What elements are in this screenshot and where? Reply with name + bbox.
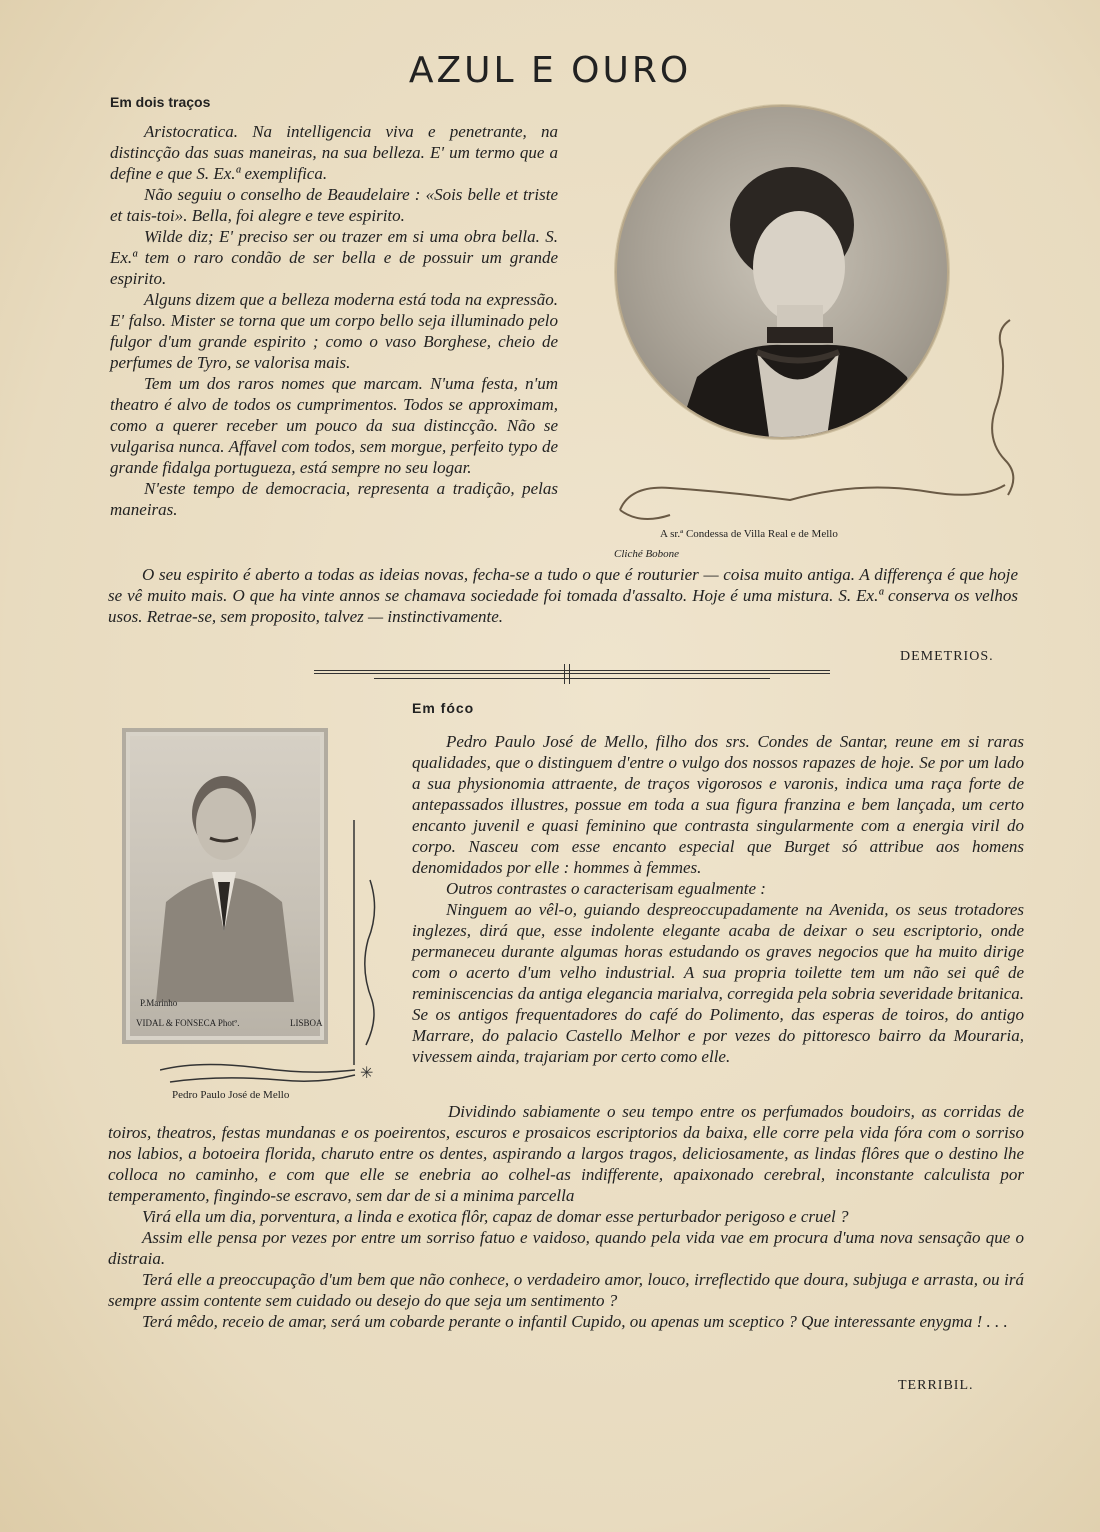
paragraph: Terá elle a preoccupação d'um bem que não conhece, o verdadeiro amor, louco, irreflectido que doura, subjuga e arrasta, ou irá sempre assim contente sem cuidado ou desejo do que seja um sentimento ? [108,1270,1024,1310]
section1-fullwidth-text [108,564,1018,627]
paragraph: Ninguem ao vêl-o, guiando despreoccupadamente na Avenida, os seus trotadores inglezes, dirá que, esse indolente elegante acaba de deixar o seu escriptorio, onde permaneceu durante algumas horas estudando os graves negocios que ha muito dirige com o acerto d'um velho industrial. A sua propria toilette tem um não sei quê de reminiscencias da antiga elegancia marialva, corregida pela sobria severidade britanica. Se os antigos frequentadores do café do Polimento, das esperas de toiros, do antigo Marrare, do palacio Castello Melhor e por vezes do pittoresco bairro da Mouraria, vivessem ainda, trajariam por certo como elle. [412,900,1024,1066]
paragraph: Dividindo sabiamente o seu tempo entre os perfumados boudoirs, as corridas de toiros, theatros, festas mundanas e os poeirentos, escuros e prosaicos escriptorios da baixa, elle corre pela vida fóra com o sorriso nos labios, a botoeira florida, charuto entre os dentes, aspirando a largos tragos, deliciosamente, as lindas flôres que o destino lhe colloca no caminho, e com que elle se enebria ao colhel-as indifferente, apaixonado cerebral, inconstante calculista por temperamento, fingindo-se escravo, sem dar de si a minima parcella [108,1102,1024,1205]
star-ornament-icon: ✳ [360,1063,374,1082]
section2-fullwidth-text [108,1101,1024,1332]
paragraph: Wilde diz; E' preciso ser ou trazer em si uma obra bella. S. Ex.ª tem o raro condão de ser bella e de possuir um grande espirito. [110,227,558,288]
paragraph: O seu espirito é aberto a todas as ideias novas, fecha-se a tudo o que é routurier — coisa muito antiga. A differença é que hoje se vê muito mais. O que ha vinte annos se chamava sociedade foi tomada d'assalto. Hoje é uma mistura. S. Ex.ª conserva os velhos usos. Retrae-se, sem proposito, talvez — instinctivamente. [108,565,1018,626]
paragraph: Aristocratica. Na intelligencia viva e penetrante, na distincção das suas maneiras, na sua belleza. E' um termo que a define e que S. Ex.ª exemplifica. [110,122,558,183]
paragraph: Virá ella um dia, porventura, a linda e exotica flôr, capaz de domar esse perturbador perigoso e cruel ? [142,1207,849,1226]
section-heading-em-dois-tracos: Em dois traços [110,94,211,110]
photo-credit: Cliché Bobone [614,548,680,560]
paragraph: Não seguiu o conselho de Beaudelaire : «Sois belle et triste et tais-toi». Bella, foi alegre e teve espirito. [110,185,558,225]
section-heading-em-foco: Em fóco [412,700,475,716]
section1-column-text [110,121,558,520]
photo-signature-text: P.Marinho [140,998,178,1008]
paragraph: Tem um dos raros nomes que marcam. N'uma festa, n'um theatro é alvo de todos os cumprimentos. Todos se approximam, como a querer receber um pouco da sua distincção. Não se vulgarisa nunca. Affavel com todos, sem morgue, perfeito typo de grande fidalga portugueza, está sempre no seu logar. [110,374,558,477]
condessa-photo-caption: A sr.ª Condessa de Villa Real e de Mello [660,528,838,540]
paragraph: Outros contrastes o caracterisam egualmente : [446,879,766,898]
photo-studio-name: VIDAL & FONSECA Photº. [136,1018,240,1028]
ornamental-frame [160,820,390,1090]
section2-column-text [412,731,1024,1067]
paragraph: Terá mêdo, receio de amar, será um cobarde perante o infantil Cupido, ou apenas um sceptico ? Que interessante enygma ! . . . [142,1312,1008,1331]
paragraph: Pedro Paulo José de Mello, filho dos srs. Condes de Santar, reune em si raras qualidades, que o distinguem d'entre o vulgo dos nossos rapazes de hoje. Se por um lado a sua physionomia attraente, de traços vigorosos e varonis, indica uma raça forte de antepassados illustres, possue em toda a sua figura franzina e bem lançada, um certo encanto juvenil e quasi feminino que contrasta singularmente com a energia viril do corpo. Nasceu com esse encanto especial que Burget só attribue aos homens denomidados por elle : hommes à femmes. [412,732,1024,877]
signature-demetrios: DEMETRIOS. [900,649,994,664]
section-divider [314,664,830,684]
paragraph: Alguns dizem que a belleza moderna está toda na expressão. E' falso. Mister se torna que um corpo bello seja illuminado pelo fulgor d'um grande espirito ; como o vaso Borghese, cheio de perfumes de Tyro, se valorisa mais. [110,290,558,372]
ornamental-frame [610,310,1030,530]
pedro-photo-caption: Pedro Paulo José de Mello [172,1089,290,1101]
signature-terribil: TERRIBIL. [898,1378,974,1393]
photo-studio-city: LISBOA [290,1018,323,1028]
paragraph: Assim elle pensa por vezes por entre um sorriso fatuo e vaidoso, quando pela vida vae em procura d'uma nova sensação que o distraia. [108,1228,1024,1268]
page-title: AZUL E OURO [408,50,692,91]
paragraph: N'este tempo de democracia, representa a tradição, pelas maneiras. [110,479,558,519]
